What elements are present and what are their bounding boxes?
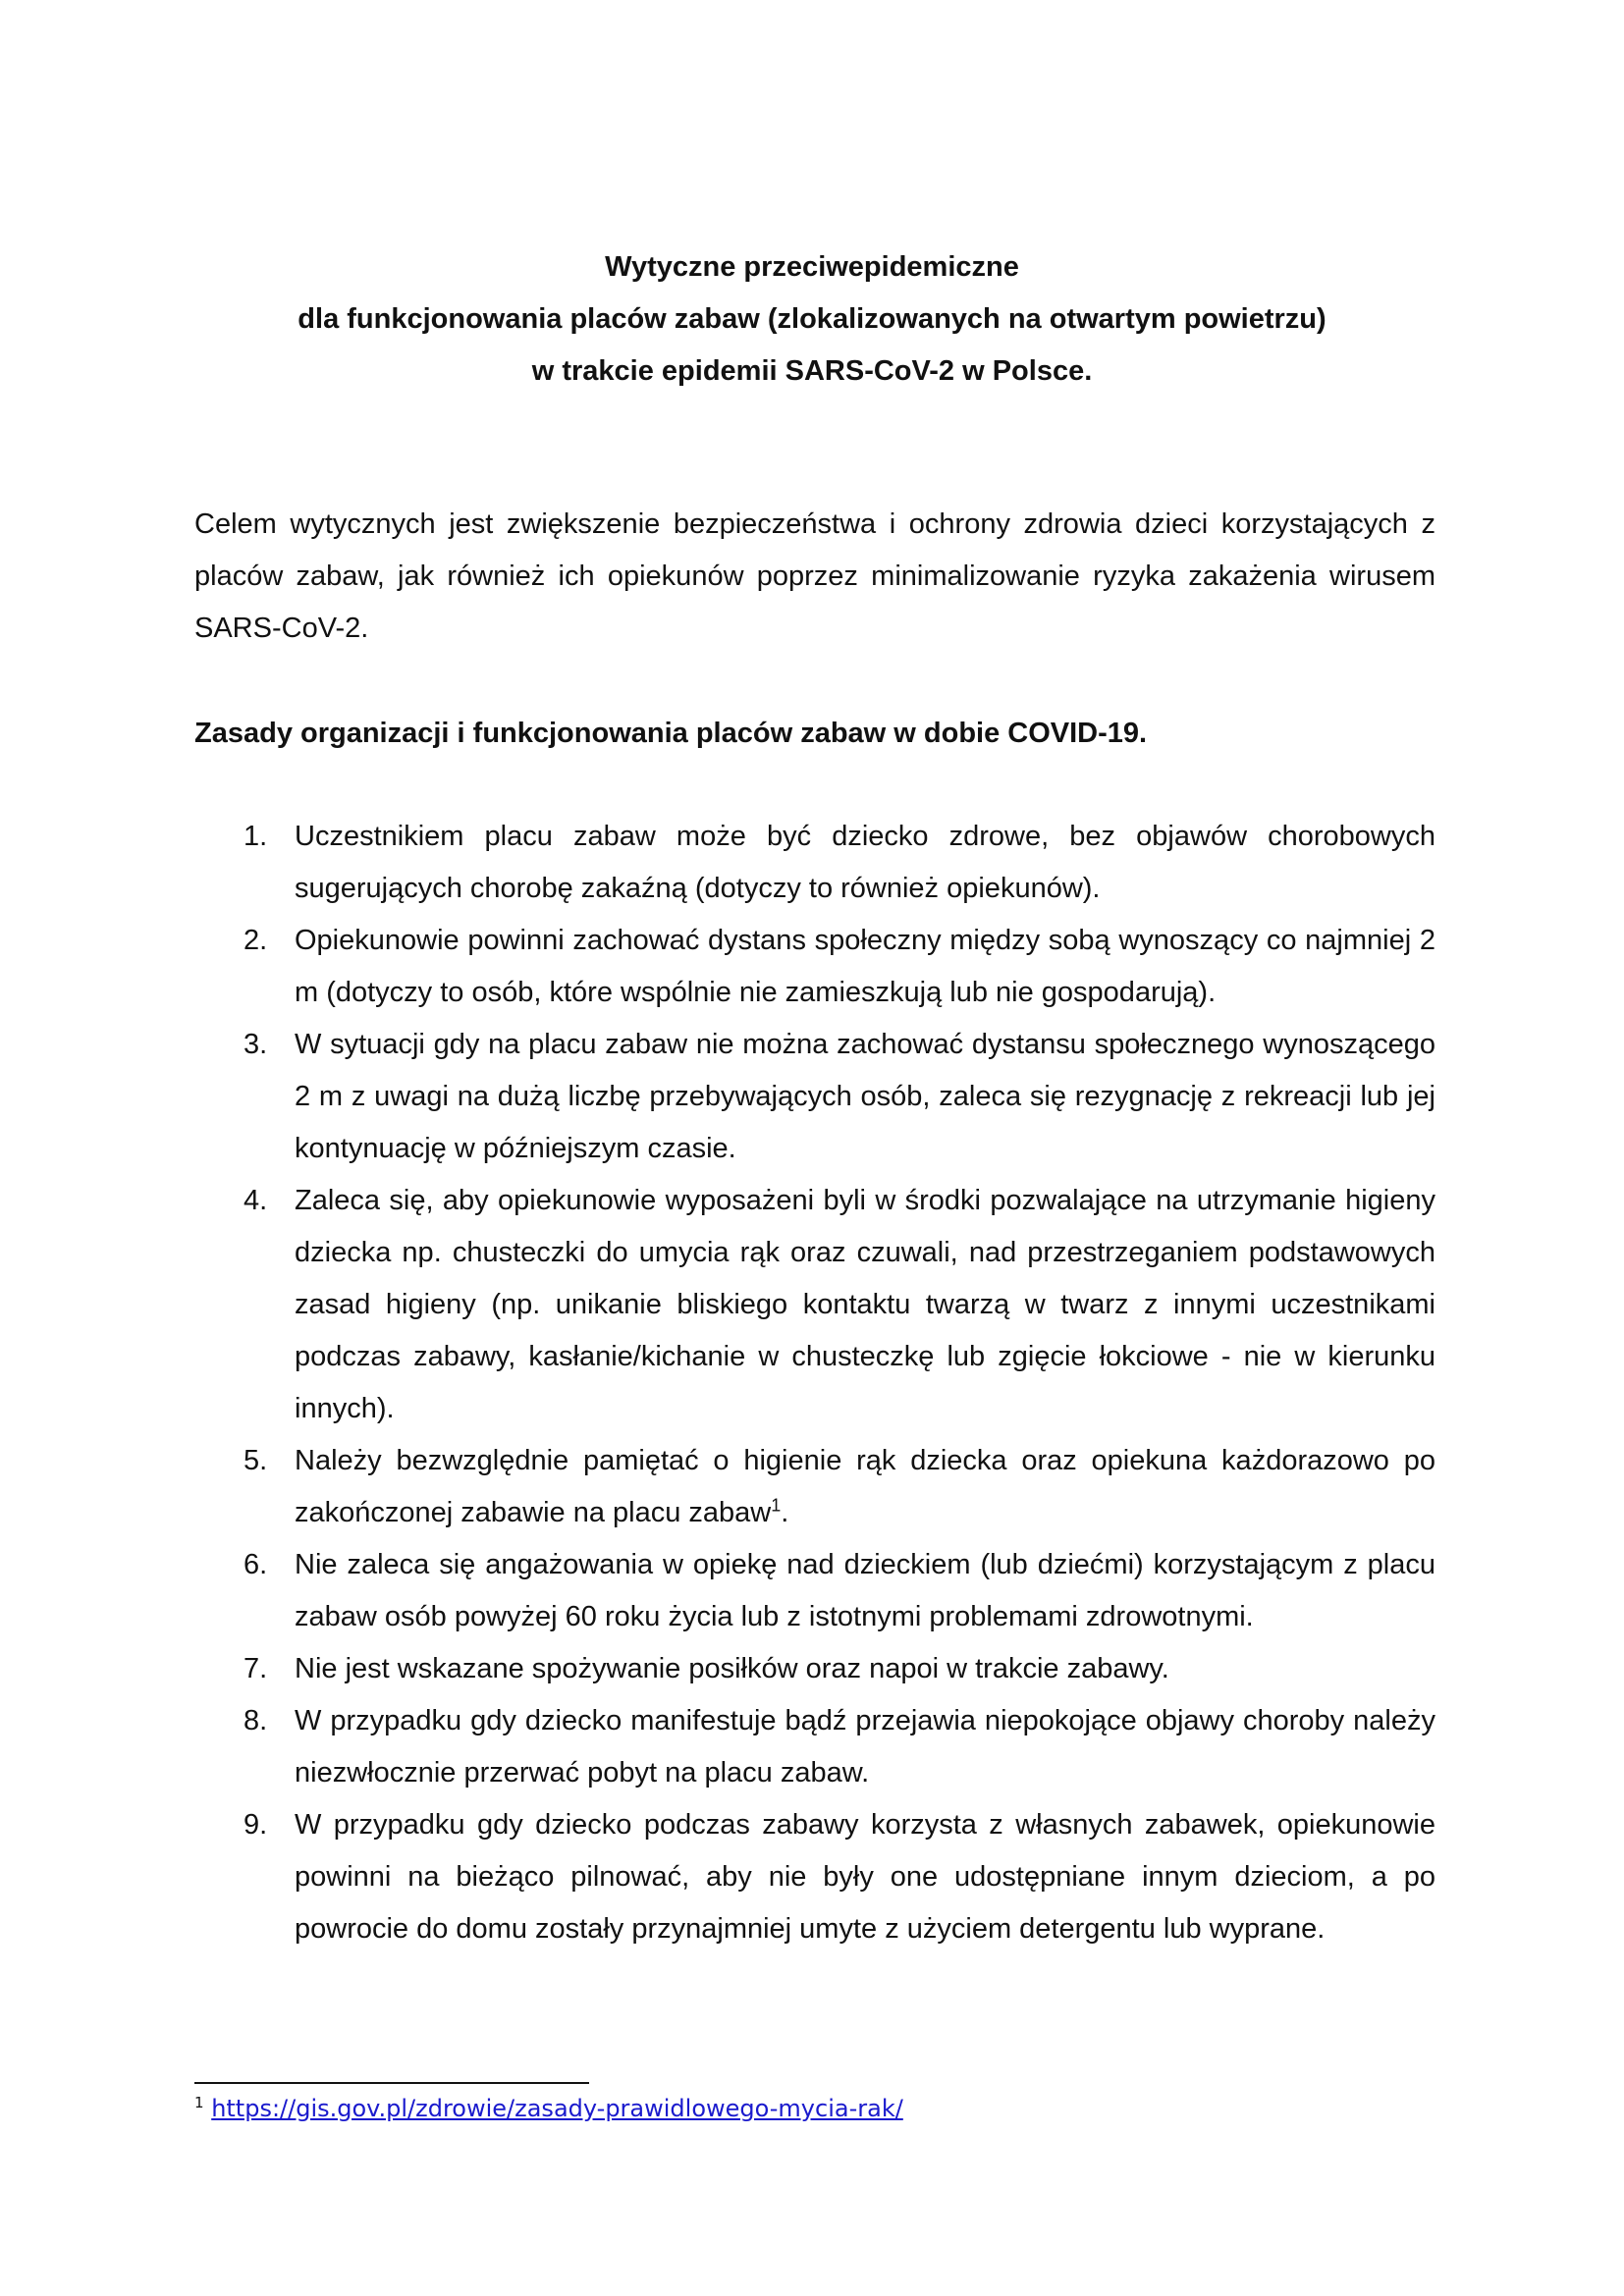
document-title xyxy=(0,241,1624,398)
rule-item-6 xyxy=(194,1539,1435,1643)
rule-number: 2. xyxy=(244,925,268,956)
footnote-separator xyxy=(194,2082,589,2084)
rule-item-3 xyxy=(194,1019,1435,1175)
rule-item-9 xyxy=(194,1799,1435,1955)
rule-text: Uczestnikiem placu zabaw może być dziecko zdrowe, bez objawów chorobowych sugerujących chorobę zakaźną (dotyczy to również opiekunów). xyxy=(295,821,1435,904)
rule-item-1 xyxy=(194,811,1435,915)
rule-item-7 xyxy=(194,1643,1435,1695)
footnote-link[interactable]: https://gis.gov.pl/zdrowie/zasady-prawidlowego-mycia-rak/ xyxy=(211,2095,903,2122)
rule-item-2 xyxy=(194,915,1435,1019)
footnote-marker: 1 xyxy=(194,2094,204,2111)
rules-list xyxy=(194,811,1435,1955)
rule-number: 3. xyxy=(244,1029,268,1060)
rule-text: Zaleca się, aby opiekunowie wyposażeni byli w środki pozwalające na utrzymanie higieny dziecka np. chusteczki do umycia rąk oraz czuwali, nad przestrzeganiem podstawowych zasad higieny (np. unikanie bliskiego kontaktu twarzą w twarz z innymi uczestnikami podczas zabawy, kasłanie/kichanie w chusteczkę lub zgięcie łokciowe - nie w kierunku innych). xyxy=(295,1185,1435,1424)
rule-number: 1. xyxy=(244,821,268,852)
footnote-reference[interactable]: 1 xyxy=(771,1495,782,1516)
rule-text-tail: . xyxy=(781,1497,789,1528)
rule-text: Nie zaleca się angażowania w opiekę nad dzieckiem (lub dziećmi) korzystającym z placu zabaw osób powyżej 60 roku życia lub z istotnymi problemami zdrowotnymi. xyxy=(295,1549,1435,1632)
rule-text: Należy bezwzględnie pamiętać o higienie rąk dziecka oraz opiekuna każdorazowo po zakończonej zabawie na placu zabaw xyxy=(295,1445,1435,1528)
rule-item-8 xyxy=(194,1695,1435,1799)
title-line-1: Wytyczne przeciwepidemiczne xyxy=(605,251,1019,283)
rule-number: 7. xyxy=(244,1653,268,1684)
rule-text: W sytuacji gdy na placu zabaw nie można zachować dystansu społecznego wynoszącego 2 m z uwagi na dużą liczbę przebywających osób, zaleca się rezygnację z rekreacji lub jej kontynuację w późniejszym czasie. xyxy=(295,1029,1435,1164)
title-line-2: dla funkcjonowania placów zabaw (zlokalizowanych na otwartym powietrzu) xyxy=(298,303,1326,335)
rule-text: Nie jest wskazane spożywanie posiłków oraz napoi w trakcie zabawy. xyxy=(295,1653,1169,1684)
rule-number: 6. xyxy=(244,1549,268,1580)
rule-text: Opiekunowie powinni zachować dystans społeczny między sobą wynoszący co najmniej 2 m (dotyczy to osób, które wspólnie nie zamieszkują lub nie gospodarują). xyxy=(295,925,1435,1008)
rule-number: 5. xyxy=(244,1445,268,1476)
rule-text: W przypadku gdy dziecko manifestuje bądź przejawia niepokojące objawy choroby należy niezwłocznie przerwać pobyt na placu zabaw. xyxy=(295,1705,1435,1789)
rule-item-5 xyxy=(194,1435,1435,1539)
intro-paragraph: Celem wytycznych jest zwiększenie bezpieczeństwa i ochrony zdrowia dzieci korzystających z placów zabaw, jak również ich opiekunów poprzez minimalizowanie ryzyka zakażenia wirusem SARS-CoV-2. xyxy=(194,508,1435,644)
footnote xyxy=(194,2089,903,2128)
rule-number: 9. xyxy=(244,1809,268,1841)
rule-text: W przypadku gdy dziecko podczas zabawy korzysta z własnych zabawek, opiekunowie powinni na bieżąco pilnować, aby nie były one udostępniane innym dzieciom, a po powrocie do domu zostały przynajmniej umyte z użyciem detergentu lub wyprane. xyxy=(295,1809,1435,1945)
rule-item-4 xyxy=(194,1175,1435,1435)
rule-number: 8. xyxy=(244,1705,268,1736)
section-heading: Zasady organizacji i funkcjonowania placów zabaw w dobie COVID-19. xyxy=(194,718,1148,749)
rule-number: 4. xyxy=(244,1185,268,1216)
title-line-3: w trakcie epidemii SARS-CoV-2 w Polsce. xyxy=(531,355,1093,387)
